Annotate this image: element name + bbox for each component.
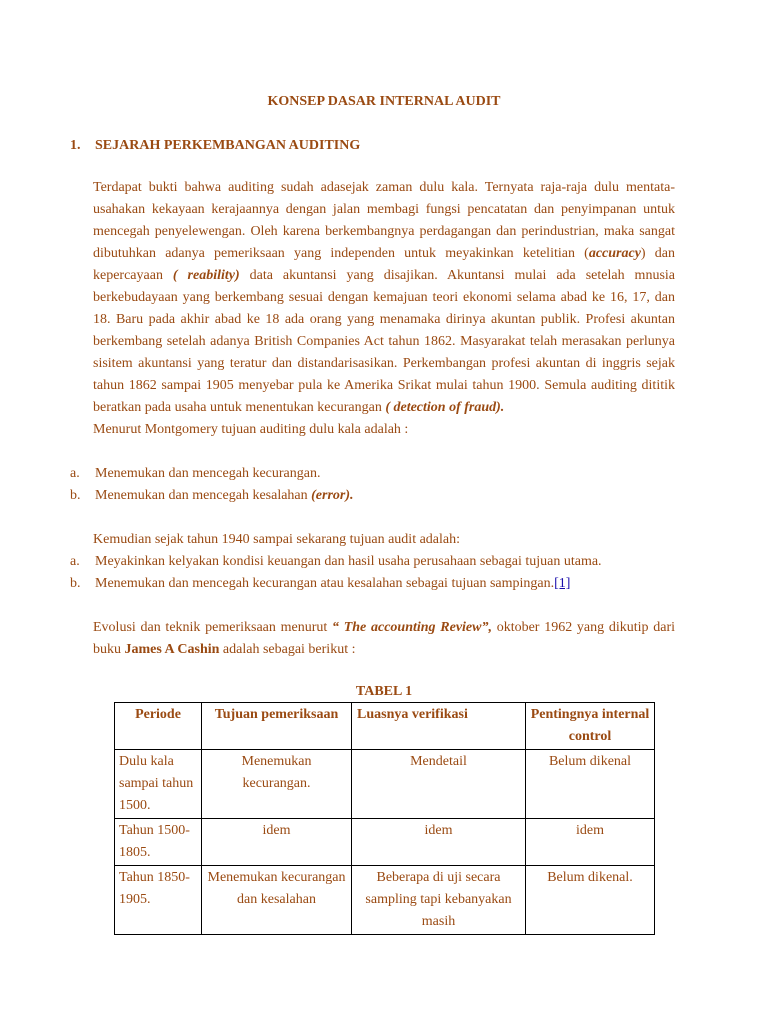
list-marker: b. bbox=[70, 576, 81, 591]
table-cell: Beberapa di uji secara sampling tapi kebanyakan masih bbox=[352, 866, 526, 935]
paragraph-text: data akuntansi yang disajikan. Akuntansi mulai ada setelah mnusia berkebudayaan yang berkembang sesuai dengan kemajuan teori ekonomi selama abad ke 16, 17, dan 18. Baru pada akhir abad ke 18 ada orang yang menamaka dirinya akuntan publik. Profesi akuntan berkembang setelah adanya British Companies Act tahun 1862. Masyarakat telah merasakan perlunya sisitem akuntansi yang teratur dan distandarisasikan. Perkembangan profesi akuntan di inggris sejak tahun 1862 sampai 1905 menyebar pula ke Amerika Srikat mulai tahun 1900. Semula auditing dititik beratkan pada usaha untuk menentukan kecurangan bbox=[93, 268, 675, 415]
term-reability: ( reability) bbox=[172, 268, 240, 283]
term-accuracy: accuracy bbox=[588, 246, 641, 261]
evolusi-paragraph bbox=[93, 617, 675, 661]
table-row bbox=[115, 750, 655, 819]
list-item-text: Menemukan dan mencegah kesalahan bbox=[95, 488, 312, 503]
table-caption: TABEL 1 bbox=[355, 684, 413, 699]
section-heading-text: SEJARAH PERKEMBANGAN AUDITING bbox=[95, 138, 361, 153]
footnote-link[interactable]: [1] bbox=[554, 576, 571, 591]
table-cell: idem bbox=[526, 819, 655, 866]
list-marker: a. bbox=[70, 466, 80, 481]
section-heading bbox=[70, 136, 360, 156]
table-cell: Tahun 1850-1905. bbox=[115, 866, 202, 935]
audit-evolution-table bbox=[114, 702, 655, 935]
paragraph-text: Evolusi dan teknik pemeriksaan menurut bbox=[93, 620, 332, 635]
section-number: 1. bbox=[70, 138, 81, 153]
journal-title: “ The accounting Review”, bbox=[332, 620, 492, 635]
paragraph-text: oktober 1962 yang dikutip dari buku bbox=[93, 620, 675, 657]
table-cell: idem bbox=[202, 819, 352, 866]
term-error: (error). bbox=[311, 488, 354, 503]
author-name: James A Cashin bbox=[124, 642, 220, 657]
paragraph-text: adalah sebagai berikut : bbox=[219, 642, 356, 657]
since-1940-intro: Kemudian sejak tahun 1940 sampai sekarang tujuan audit adalah: bbox=[93, 532, 461, 547]
list-item-text: Menemukan dan mencegah kecurangan atau kesalahan sebagai tujuan sampingan. bbox=[95, 576, 555, 591]
table-header-row bbox=[115, 703, 655, 750]
paragraph-text: Terdapat bukti bahwa auditing sudah adasejak zaman dulu kala. Ternyata raja-raja dulu mentata-usahakan kekayaan kerajaannya dengan jalan membagi fungsi pencatatan dan penyimpanan untuk mencegah penyelewengan. Oleh karena berkembangnya perdagangan dan perindustrian, maka sangat dibutuhkan adanya pemeriksaan yang independen untuk meyakinkan ketelitian ( bbox=[93, 180, 675, 261]
list-marker: b. bbox=[70, 488, 81, 503]
table-row bbox=[115, 866, 655, 935]
history-paragraph bbox=[93, 177, 675, 419]
table-cell: idem bbox=[352, 819, 526, 866]
table-cell: Mendetail bbox=[352, 750, 526, 819]
list-item bbox=[70, 573, 570, 595]
term-detection-of-fraud: ( detection of fraud). bbox=[385, 400, 505, 415]
list-item bbox=[70, 551, 602, 573]
table-cell: Menemukan kecurangan. bbox=[202, 750, 352, 819]
table-cell: Menemukan kecurangan dan kesalahan bbox=[202, 866, 352, 935]
list-item-text: Meyakinkan kelyakan kondisi keuangan dan hasil usaha perusahaan sebagai tujuan utama. bbox=[95, 554, 602, 569]
table-cell: Dulu kala sampai tahun 1500. bbox=[115, 750, 202, 819]
table-header-cell: Periode bbox=[115, 703, 202, 750]
table-cell: Belum dikenal bbox=[526, 750, 655, 819]
list-item-text: Menemukan dan mencegah kecurangan. bbox=[95, 466, 321, 481]
table-cell: Tahun 1500-1805. bbox=[115, 819, 202, 866]
montgomery-intro: Menurut Montgomery tujuan auditing dulu kala adalah : bbox=[93, 422, 409, 437]
paragraph-text: ) dan kepercayaan bbox=[93, 246, 675, 283]
body-text bbox=[93, 177, 675, 441]
list-marker: a. bbox=[70, 554, 80, 569]
page-title: KONSEP DASAR INTERNAL AUDIT bbox=[267, 94, 501, 109]
table-header-cell: Tujuan pemeriksaan bbox=[202, 703, 352, 750]
table-row bbox=[115, 819, 655, 866]
table-cell: Belum dikenal. bbox=[526, 866, 655, 935]
list-item bbox=[70, 485, 354, 507]
table-header-cell: Luasnya verifikasi bbox=[352, 703, 526, 750]
list-item bbox=[70, 463, 320, 485]
table-header-cell: Pentingnya internal control bbox=[526, 703, 655, 750]
